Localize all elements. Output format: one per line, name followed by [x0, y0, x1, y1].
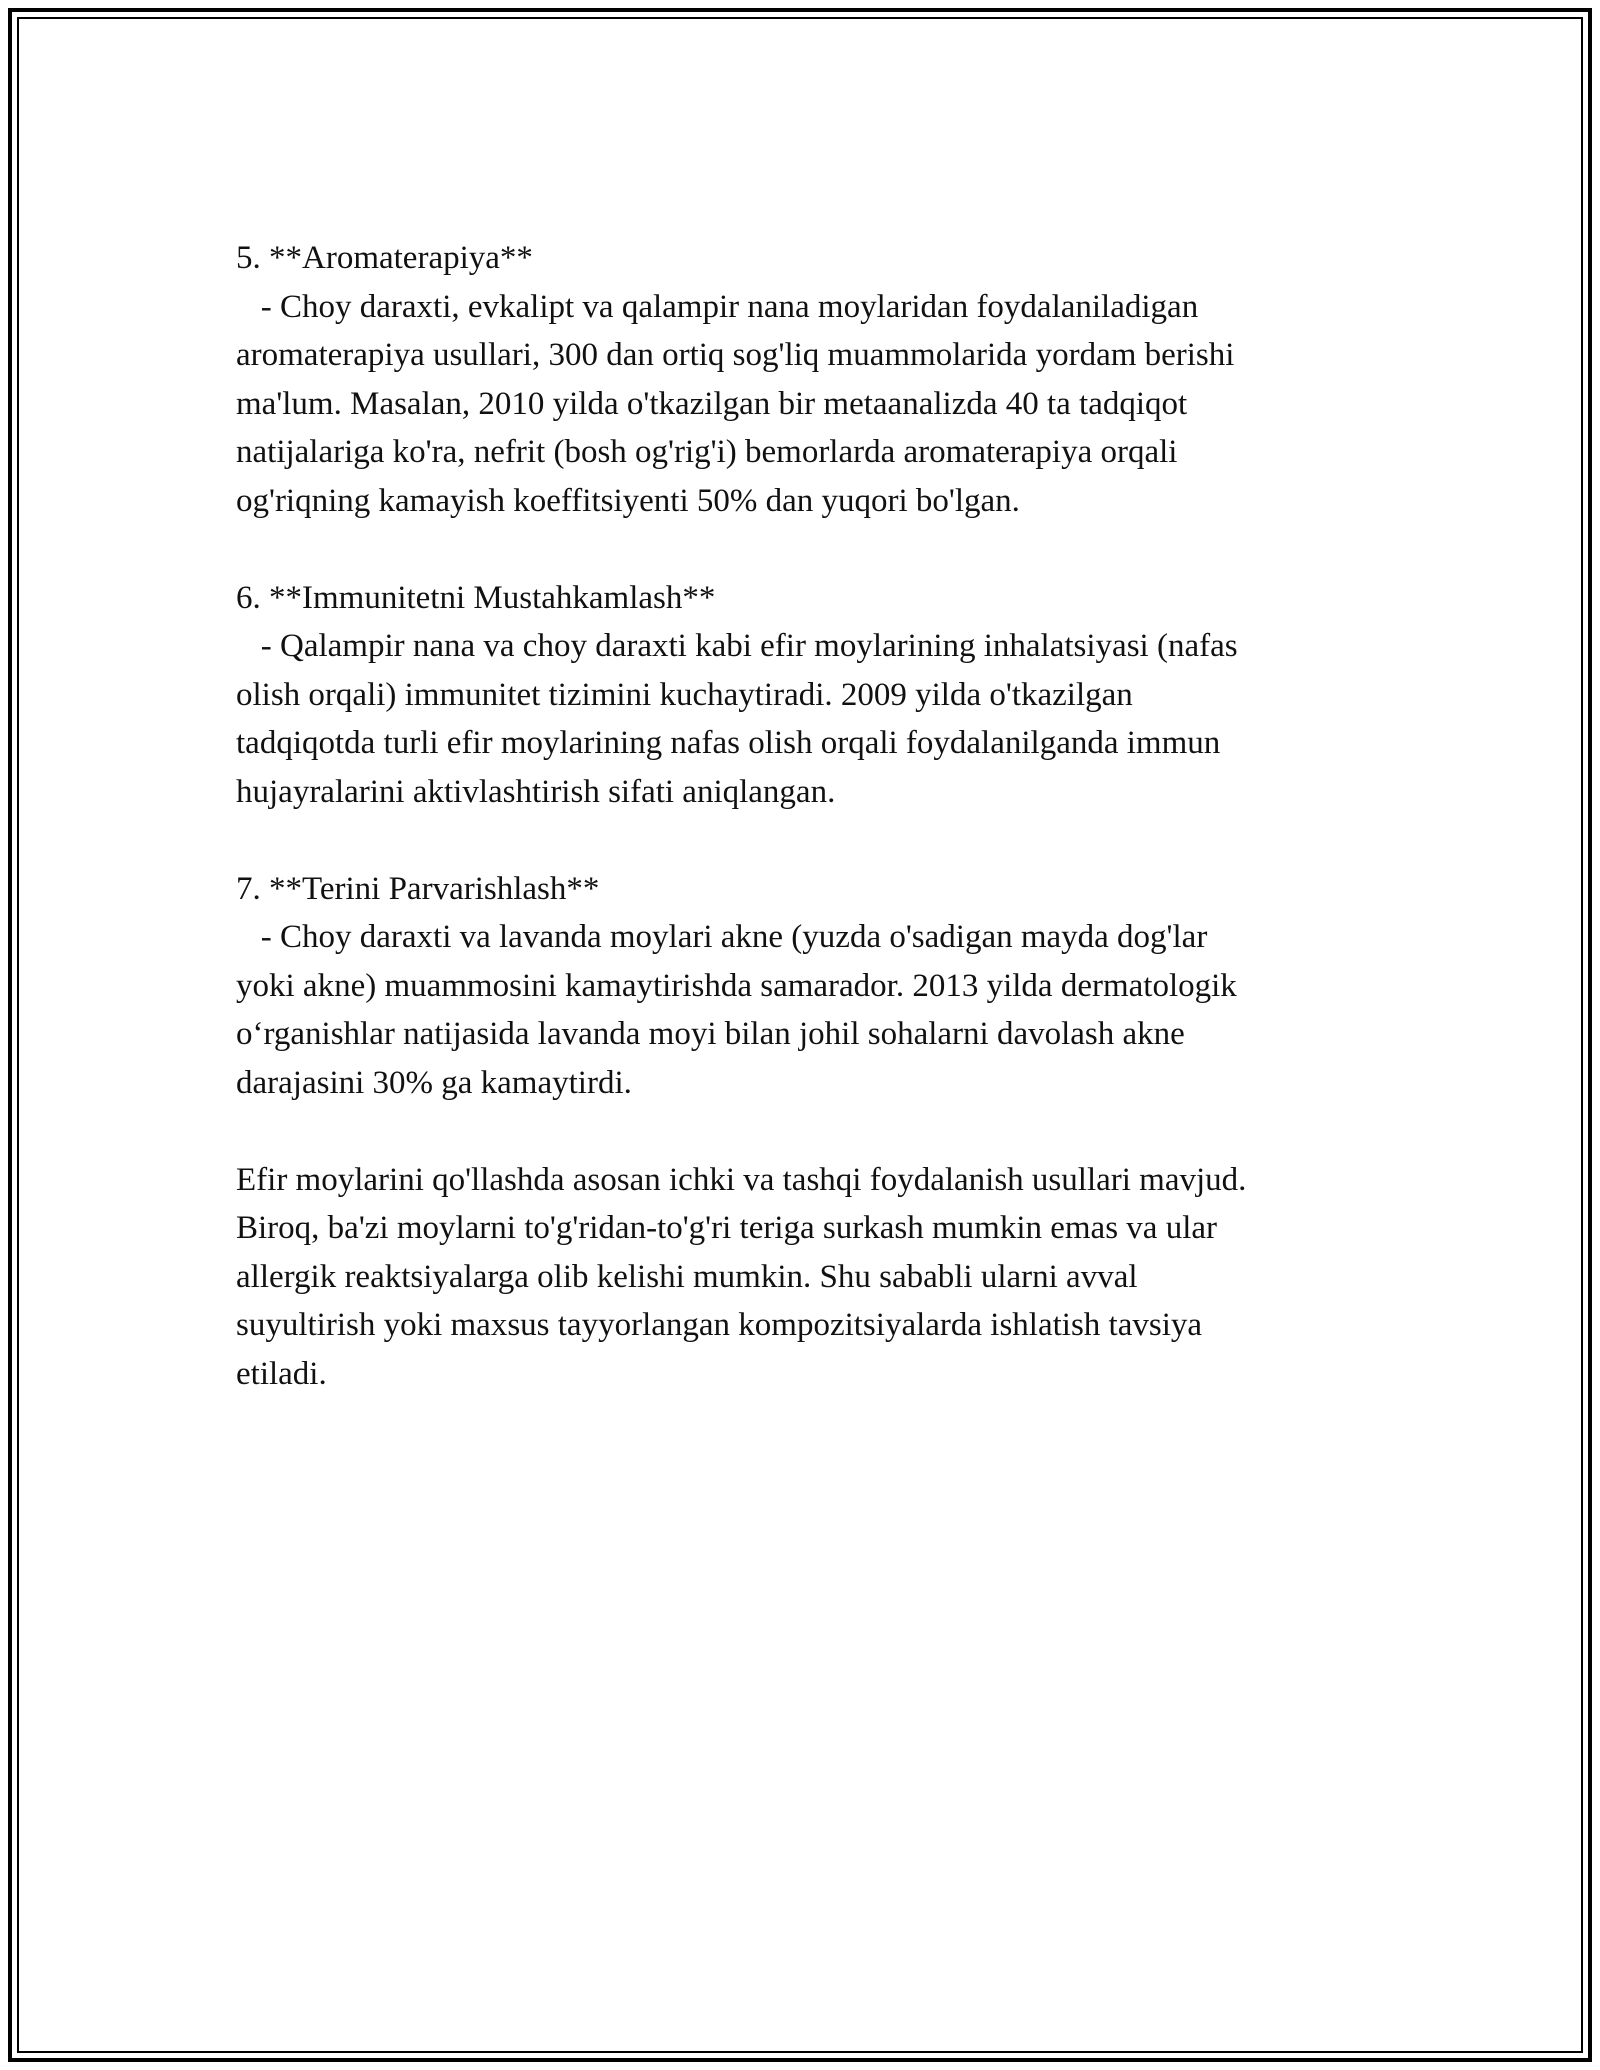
paragraph-line: natijalariga ko'ra, nefrit (bosh og'rig'i) bemorlarda aromaterapiya orqali — [236, 434, 1178, 470]
document-body — [236, 234, 1366, 1447]
paragraph-line: etiladi. — [236, 1355, 327, 1392]
paragraph-line: o‘rganishlar natijasida lavanda moyi bilan johil sohalarni davolash akne — [236, 1016, 1185, 1052]
paragraph-line: Biroq, ba'zi moylarni to'g'ridan-to'g'ri teriga surkash mumkin emas va ular — [236, 1210, 1217, 1246]
paragraph-line: allergik reaktsiyalarga olib kelishi mumkin. Shu sababli ularni avval — [236, 1258, 1138, 1295]
paragraph-line: aromaterapiya usullari, 300 dan ortiq sog'liq muammolarida yordam berishi — [236, 337, 1235, 373]
section-heading: 6. **Immunitetni Mustahkamlash** — [236, 579, 716, 616]
paragraph-line: suyultirish yoki maxsus tayyorlangan kompozitsiyalarda ishlatish tavsiya — [236, 1307, 1203, 1343]
section-aromaterapiya — [236, 234, 1366, 525]
paragraph-line: darajasini 30% ga kamaytirdi. — [236, 1064, 632, 1101]
paragraph-line: - Qalampir nana va choy daraxti kabi efir moylarining inhalatsiyasi (nafas — [236, 628, 1238, 664]
paragraph-line: og'riqning kamayish koeffitsiyenti 50% dan yuqori bo'lgan. — [236, 482, 1020, 519]
paragraph-line: - Choy daraxti va lavanda moylari akne (yuzda o'sadigan mayda dog'lar — [236, 919, 1208, 955]
paragraph-line: ma'lum. Masalan, 2010 yilda o'tkazilgan bir metaanalizda 40 ta tadqiqot — [236, 385, 1188, 422]
section-heading: 5. **Aromaterapiya** — [236, 240, 533, 276]
paragraph-line: - Choy daraxti, evkalipt va qalampir nana moylaridan foydalaniladigan — [236, 288, 1199, 325]
paragraph-line: Efir moylarini qo'llashda asosan ichki va tashqi foydalanish usullari mavjud. — [236, 1161, 1247, 1198]
paragraph-line: tadqiqotda turli efir moylarining nafas olish orqali foydalanilganda immun — [236, 725, 1221, 761]
paragraph-line: hujayralarini aktivlashtirish sifati aniqlangan. — [236, 773, 836, 810]
closing-paragraph — [236, 1156, 1366, 1399]
section-terini-parvarishlash — [236, 865, 1366, 1108]
section-heading: 7. **Terini Parvarishlash** — [236, 870, 600, 907]
paragraph-line: yoki akne) muammosini kamaytirishda samarador. 2013 yilda dermatologik — [236, 967, 1237, 1004]
paragraph-line: olish orqali) immunitet tizimini kuchaytiradi. 2009 yilda o'tkazilgan — [236, 676, 1133, 713]
section-immunitetni-mustahkamlash — [236, 574, 1366, 817]
